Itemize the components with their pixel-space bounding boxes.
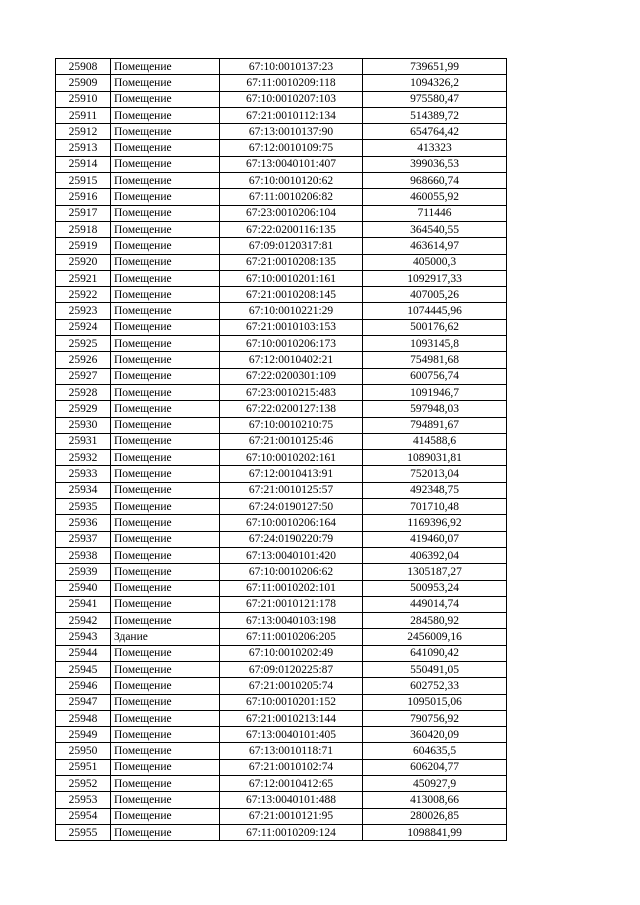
table-row <box>56 776 507 792</box>
cadastral-value-cell: 739651,99 <box>363 59 507 75</box>
cadastral-value-cell: 414588,6 <box>363 433 507 449</box>
table-row <box>56 59 507 75</box>
cadastral-number-cell: 67:22:0200301:109 <box>220 368 363 384</box>
table-row <box>56 499 507 515</box>
cadastral-value-cell: 1169396,92 <box>363 515 507 531</box>
row-number-cell: 25929 <box>56 401 111 417</box>
object-type-cell: Помещение <box>111 499 220 515</box>
cadastral-number-cell: 67:11:0010209:124 <box>220 824 363 840</box>
table-row <box>56 531 507 547</box>
cadastral-number-cell: 67:21:0010208:145 <box>220 287 363 303</box>
cadastral-number-cell: 67:13:0040101:488 <box>220 792 363 808</box>
cadastral-number-cell: 67:09:0120225:87 <box>220 661 363 677</box>
cadastral-number-cell: 67:23:0010206:104 <box>220 205 363 221</box>
cadastral-number-cell: 67:21:0010125:57 <box>220 482 363 498</box>
row-number-cell: 25923 <box>56 303 111 319</box>
cadastral-value-cell: 701710,48 <box>363 499 507 515</box>
row-number-cell: 25951 <box>56 759 111 775</box>
cadastral-value-cell: 1098841,99 <box>363 824 507 840</box>
object-type-cell: Здание <box>111 629 220 645</box>
row-number-cell: 25952 <box>56 776 111 792</box>
object-type-cell: Помещение <box>111 645 220 661</box>
row-number-cell: 25953 <box>56 792 111 808</box>
table-row <box>56 91 507 107</box>
row-number-cell: 25941 <box>56 596 111 612</box>
cadastral-number-cell: 67:12:0010413:91 <box>220 466 363 482</box>
table-row <box>56 596 507 612</box>
cadastral-number-cell: 67:10:0010201:152 <box>220 694 363 710</box>
cadastral-number-cell: 67:12:0010402:21 <box>220 352 363 368</box>
cadastral-value-cell: 641090,42 <box>363 645 507 661</box>
table-row <box>56 547 507 563</box>
object-type-cell: Помещение <box>111 59 220 75</box>
object-type-cell: Помещение <box>111 417 220 433</box>
row-number-cell: 25913 <box>56 140 111 156</box>
cadastral-number-cell: 67:21:0010213:144 <box>220 710 363 726</box>
cadastral-number-cell: 67:13:0040101:407 <box>220 156 363 172</box>
table-row <box>56 564 507 580</box>
cadastral-value-table <box>55 58 507 841</box>
object-type-cell: Помещение <box>111 547 220 563</box>
table-row <box>56 156 507 172</box>
cadastral-number-cell: 67:11:0010202:101 <box>220 580 363 596</box>
table-row <box>56 401 507 417</box>
row-number-cell: 25945 <box>56 661 111 677</box>
object-type-cell: Помещение <box>111 792 220 808</box>
cadastral-number-cell: 67:10:0010210:75 <box>220 417 363 433</box>
table-row <box>56 384 507 400</box>
object-type-cell: Помещение <box>111 189 220 205</box>
document-page <box>55 58 506 841</box>
cadastral-number-cell: 67:21:0010208:135 <box>220 254 363 270</box>
row-number-cell: 25928 <box>56 384 111 400</box>
table-row <box>56 710 507 726</box>
cadastral-value-cell: 968660,74 <box>363 173 507 189</box>
cadastral-number-cell: 67:22:0200127:138 <box>220 401 363 417</box>
cadastral-value-cell: 975580,47 <box>363 91 507 107</box>
row-number-cell: 25924 <box>56 319 111 335</box>
table-row <box>56 466 507 482</box>
row-number-cell: 25948 <box>56 710 111 726</box>
table-row <box>56 107 507 123</box>
row-number-cell: 25940 <box>56 580 111 596</box>
object-type-cell: Помещение <box>111 596 220 612</box>
cadastral-value-cell: 1094326,2 <box>363 75 507 91</box>
row-number-cell: 25946 <box>56 678 111 694</box>
cadastral-value-cell: 600756,74 <box>363 368 507 384</box>
row-number-cell: 25919 <box>56 238 111 254</box>
cadastral-number-cell: 67:10:0010202:49 <box>220 645 363 661</box>
table-row <box>56 352 507 368</box>
cadastral-number-cell: 67:13:0040101:405 <box>220 727 363 743</box>
table-row <box>56 270 507 286</box>
object-type-cell: Помещение <box>111 515 220 531</box>
row-number-cell: 25950 <box>56 743 111 759</box>
object-type-cell: Помещение <box>111 564 220 580</box>
object-type-cell: Помещение <box>111 156 220 172</box>
cadastral-value-cell: 449014,74 <box>363 596 507 612</box>
cadastral-number-cell: 67:21:0010125:46 <box>220 433 363 449</box>
row-number-cell: 25922 <box>56 287 111 303</box>
table-row <box>56 482 507 498</box>
row-number-cell: 25911 <box>56 107 111 123</box>
table-row <box>56 254 507 270</box>
row-number-cell: 25931 <box>56 433 111 449</box>
table-row <box>56 221 507 237</box>
object-type-cell: Помещение <box>111 482 220 498</box>
object-type-cell: Помещение <box>111 466 220 482</box>
cadastral-value-cell: 419460,07 <box>363 531 507 547</box>
table-row <box>56 205 507 221</box>
table-row <box>56 75 507 91</box>
object-type-cell: Помещение <box>111 352 220 368</box>
table-row <box>56 678 507 694</box>
row-number-cell: 25949 <box>56 727 111 743</box>
row-number-cell: 25955 <box>56 824 111 840</box>
object-type-cell: Помещение <box>111 401 220 417</box>
row-number-cell: 25910 <box>56 91 111 107</box>
table-row <box>56 450 507 466</box>
cadastral-value-cell: 1091946,7 <box>363 384 507 400</box>
row-number-cell: 25954 <box>56 808 111 824</box>
cadastral-value-cell: 597948,03 <box>363 401 507 417</box>
object-type-cell: Помещение <box>111 173 220 189</box>
object-type-cell: Помещение <box>111 140 220 156</box>
cadastral-value-cell: 463614,97 <box>363 238 507 254</box>
row-number-cell: 25918 <box>56 221 111 237</box>
row-number-cell: 25938 <box>56 547 111 563</box>
row-number-cell: 25920 <box>56 254 111 270</box>
object-type-cell: Помещение <box>111 678 220 694</box>
table-row <box>56 629 507 645</box>
object-type-cell: Помещение <box>111 91 220 107</box>
cadastral-value-cell: 711446 <box>363 205 507 221</box>
row-number-cell: 25912 <box>56 124 111 140</box>
object-type-cell: Помещение <box>111 759 220 775</box>
cadastral-number-cell: 67:10:0010202:161 <box>220 450 363 466</box>
row-number-cell: 25943 <box>56 629 111 645</box>
row-number-cell: 25933 <box>56 466 111 482</box>
cadastral-value-cell: 413008,66 <box>363 792 507 808</box>
cadastral-value-cell: 450927,9 <box>363 776 507 792</box>
object-type-cell: Помещение <box>111 107 220 123</box>
object-type-cell: Помещение <box>111 205 220 221</box>
cadastral-value-cell: 500176,62 <box>363 319 507 335</box>
cadastral-value-cell: 399036,53 <box>363 156 507 172</box>
object-type-cell: Помещение <box>111 743 220 759</box>
cadastral-value-cell: 405000,3 <box>363 254 507 270</box>
cadastral-number-cell: 67:13:0040101:420 <box>220 547 363 563</box>
table-row <box>56 759 507 775</box>
object-type-cell: Помещение <box>111 450 220 466</box>
object-type-cell: Помещение <box>111 580 220 596</box>
table-row <box>56 792 507 808</box>
row-number-cell: 25925 <box>56 336 111 352</box>
cadastral-number-cell: 67:22:0200116:135 <box>220 221 363 237</box>
cadastral-value-cell: 604635,5 <box>363 743 507 759</box>
row-number-cell: 25914 <box>56 156 111 172</box>
object-type-cell: Помещение <box>111 319 220 335</box>
object-type-cell: Помещение <box>111 661 220 677</box>
table-body <box>56 59 507 841</box>
object-type-cell: Помещение <box>111 776 220 792</box>
row-number-cell: 25936 <box>56 515 111 531</box>
cadastral-value-cell: 406392,04 <box>363 547 507 563</box>
table-row <box>56 417 507 433</box>
table-row <box>56 661 507 677</box>
cadastral-value-cell: 284580,92 <box>363 613 507 629</box>
cadastral-number-cell: 67:12:0010412:65 <box>220 776 363 792</box>
table-row <box>56 613 507 629</box>
cadastral-number-cell: 67:10:0010137:23 <box>220 59 363 75</box>
cadastral-value-cell: 1305187,27 <box>363 564 507 580</box>
cadastral-value-cell: 1089031,81 <box>363 450 507 466</box>
row-number-cell: 25908 <box>56 59 111 75</box>
row-number-cell: 25917 <box>56 205 111 221</box>
cadastral-value-cell: 460055,92 <box>363 189 507 205</box>
cadastral-value-cell: 407005,26 <box>363 287 507 303</box>
row-number-cell: 25944 <box>56 645 111 661</box>
cadastral-value-cell: 1093145,8 <box>363 336 507 352</box>
cadastral-number-cell: 67:10:0010206:164 <box>220 515 363 531</box>
table-row <box>56 824 507 840</box>
table-row <box>56 743 507 759</box>
object-type-cell: Помещение <box>111 531 220 547</box>
table-row <box>56 238 507 254</box>
row-number-cell: 25937 <box>56 531 111 547</box>
row-number-cell: 25942 <box>56 613 111 629</box>
table-row <box>56 303 507 319</box>
object-type-cell: Помещение <box>111 808 220 824</box>
table-row <box>56 173 507 189</box>
cadastral-value-cell: 602752,33 <box>363 678 507 694</box>
cadastral-number-cell: 67:11:0010209:118 <box>220 75 363 91</box>
row-number-cell: 25909 <box>56 75 111 91</box>
row-number-cell: 25915 <box>56 173 111 189</box>
table-row <box>56 124 507 140</box>
table-row <box>56 336 507 352</box>
cadastral-value-cell: 752013,04 <box>363 466 507 482</box>
cadastral-value-cell: 2456009,16 <box>363 629 507 645</box>
cadastral-number-cell: 67:21:0010103:153 <box>220 319 363 335</box>
object-type-cell: Помещение <box>111 710 220 726</box>
cadastral-value-cell: 1095015,06 <box>363 694 507 710</box>
cadastral-number-cell: 67:21:0010205:74 <box>220 678 363 694</box>
object-type-cell: Помещение <box>111 433 220 449</box>
cadastral-value-cell: 654764,42 <box>363 124 507 140</box>
table-row <box>56 287 507 303</box>
table-row <box>56 694 507 710</box>
object-type-cell: Помещение <box>111 287 220 303</box>
cadastral-value-cell: 360420,09 <box>363 727 507 743</box>
table-row <box>56 580 507 596</box>
cadastral-number-cell: 67:12:0010109:75 <box>220 140 363 156</box>
row-number-cell: 25947 <box>56 694 111 710</box>
object-type-cell: Помещение <box>111 124 220 140</box>
object-type-cell: Помещение <box>111 694 220 710</box>
table-row <box>56 645 507 661</box>
row-number-cell: 25926 <box>56 352 111 368</box>
cadastral-number-cell: 67:13:0040103:198 <box>220 613 363 629</box>
table-row <box>56 368 507 384</box>
cadastral-value-cell: 754981,68 <box>363 352 507 368</box>
cadastral-value-cell: 794891,67 <box>363 417 507 433</box>
object-type-cell: Помещение <box>111 238 220 254</box>
object-type-cell: Помещение <box>111 254 220 270</box>
row-number-cell: 25927 <box>56 368 111 384</box>
cadastral-number-cell: 67:10:0010206:173 <box>220 336 363 352</box>
cadastral-number-cell: 67:21:0010112:134 <box>220 107 363 123</box>
object-type-cell: Помещение <box>111 727 220 743</box>
cadastral-number-cell: 67:11:0010206:82 <box>220 189 363 205</box>
table-row <box>56 140 507 156</box>
row-number-cell: 25935 <box>56 499 111 515</box>
row-number-cell: 25921 <box>56 270 111 286</box>
object-type-cell: Помещение <box>111 303 220 319</box>
cadastral-number-cell: 67:21:0010102:74 <box>220 759 363 775</box>
table-row <box>56 808 507 824</box>
cadastral-number-cell: 67:24:0190220:79 <box>220 531 363 547</box>
row-number-cell: 25934 <box>56 482 111 498</box>
cadastral-value-cell: 413323 <box>363 140 507 156</box>
table-row <box>56 727 507 743</box>
cadastral-number-cell: 67:21:0010121:178 <box>220 596 363 612</box>
row-number-cell: 25916 <box>56 189 111 205</box>
object-type-cell: Помещение <box>111 613 220 629</box>
cadastral-value-cell: 364540,55 <box>363 221 507 237</box>
cadastral-number-cell: 67:09:0120317:81 <box>220 238 363 254</box>
cadastral-value-cell: 790756,92 <box>363 710 507 726</box>
cadastral-value-cell: 606204,77 <box>363 759 507 775</box>
row-number-cell: 25932 <box>56 450 111 466</box>
object-type-cell: Помещение <box>111 75 220 91</box>
cadastral-number-cell: 67:10:0010207:103 <box>220 91 363 107</box>
object-type-cell: Помещение <box>111 336 220 352</box>
object-type-cell: Помещение <box>111 368 220 384</box>
cadastral-number-cell: 67:21:0010121:95 <box>220 808 363 824</box>
row-number-cell: 25939 <box>56 564 111 580</box>
cadastral-value-cell: 1092917,33 <box>363 270 507 286</box>
object-type-cell: Помещение <box>111 384 220 400</box>
cadastral-value-cell: 514389,72 <box>363 107 507 123</box>
cadastral-value-cell: 492348,75 <box>363 482 507 498</box>
cadastral-value-cell: 280026,85 <box>363 808 507 824</box>
cadastral-value-cell: 550491,05 <box>363 661 507 677</box>
cadastral-number-cell: 67:13:0010137:90 <box>220 124 363 140</box>
object-type-cell: Помещение <box>111 221 220 237</box>
cadastral-number-cell: 67:10:0010120:62 <box>220 173 363 189</box>
table-row <box>56 319 507 335</box>
cadastral-number-cell: 67:10:0010206:62 <box>220 564 363 580</box>
object-type-cell: Помещение <box>111 824 220 840</box>
cadastral-number-cell: 67:10:0010221:29 <box>220 303 363 319</box>
cadastral-value-cell: 1074445,96 <box>363 303 507 319</box>
cadastral-number-cell: 67:23:0010215:483 <box>220 384 363 400</box>
cadastral-number-cell: 67:13:0010118:71 <box>220 743 363 759</box>
cadastral-value-cell: 500953,24 <box>363 580 507 596</box>
object-type-cell: Помещение <box>111 270 220 286</box>
table-row <box>56 515 507 531</box>
table-row <box>56 433 507 449</box>
cadastral-number-cell: 67:24:0190127:50 <box>220 499 363 515</box>
cadastral-number-cell: 67:10:0010201:161 <box>220 270 363 286</box>
table-row <box>56 189 507 205</box>
row-number-cell: 25930 <box>56 417 111 433</box>
cadastral-number-cell: 67:11:0010206:205 <box>220 629 363 645</box>
